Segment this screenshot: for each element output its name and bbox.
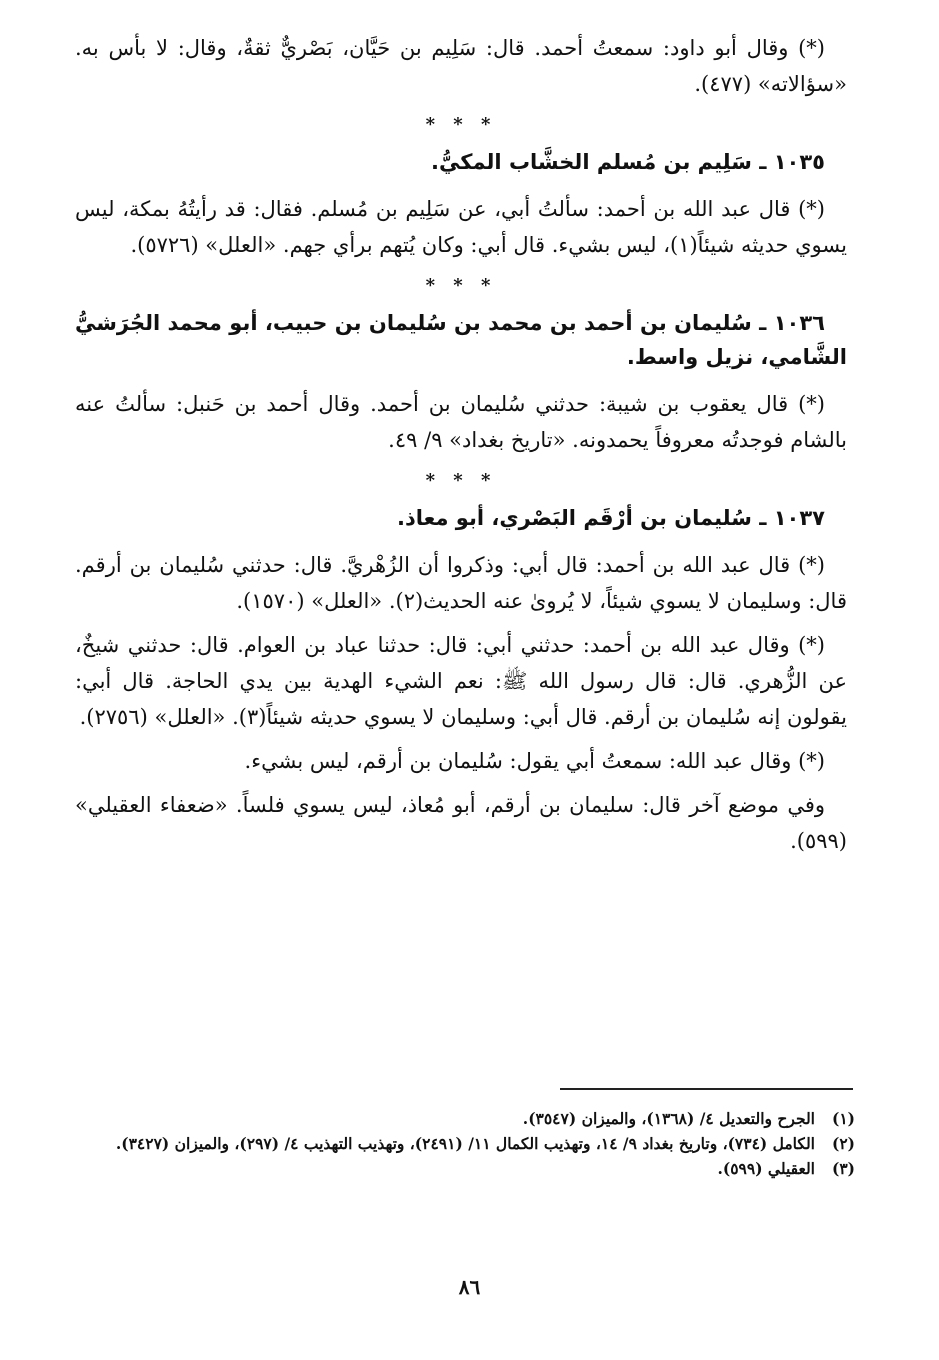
- footnotes: [75, 1106, 855, 1181]
- entry-1036-heading: ١٠٣٦ ـ سُليمان بن أحمد بن محمد بن سُليمان بن حبيب، أبو محمد الجُرَشيُّ الشَّامي، نزيل واسط.: [75, 311, 847, 369]
- section-separator: * * *: [425, 470, 497, 491]
- footnote: [75, 1156, 855, 1181]
- entry-1036-text: (*) قال يعقوب بن شيبة: حدثني سُليمان بن أحمد. وقال أحمد بن حَنبل: سألتُ عنه بالشام فوجدتُه معروفاً يحمدونه. «تاريخ بغداد» ٩/ ٤٩.: [75, 392, 847, 452]
- footnote-text: الجرح والتعديل ٤/ (١٣٦٨)، والميزان (٣٥٤٧).: [522, 1109, 815, 1128]
- footnote-number: (٢): [831, 1134, 855, 1153]
- entry-1037-text-4: وفي موضع آخر قال: سليمان بن أرقم، أبو مُعاذ، ليس يسوي فلساً. «ضعفاء العقيلي» (٥٩٩).: [75, 793, 847, 853]
- entry-1037-text-1: (*) قال عبد الله بن أحمد: قال أبي: وذكروا أن الزُهْريَّ. قال: حدثني سُليمان بن أرقم. قال: وسليمان لا يسوي شيئاً، لا يُروىٰ عنه الحديث(٢). «العلل» (١٥٧٠).: [75, 553, 847, 613]
- section-separator: * * *: [425, 275, 497, 296]
- page-number: ٨٦: [458, 1275, 481, 1299]
- entry-1037-text-2: (*) وقال عبد الله بن أحمد: حدثني أبي: قال: حدثنا عباد بن العوام. قال: حدثني شيخٌ، عن الزُّهري. قال: قال رسول الله ﷺ: نعم الشيء الهدية بين يدي الحاجة. قال أبي: يقولون إنه سُليمان بن أرقم. قال أبي: وسليمان لا يسوي حديثه شيئاً(٣). «العلل» (٢٧٥٦).: [75, 633, 847, 729]
- footnote: [75, 1131, 855, 1156]
- entry-1037-text-3: (*) وقال عبد الله: سمعتُ أبي يقول: سُليمان بن أرقم، ليس بشيء.: [244, 749, 825, 773]
- footnote-number: (٣): [831, 1159, 855, 1178]
- section-separator: * * *: [425, 114, 497, 135]
- page-body: [75, 30, 847, 859]
- footnote-text: الكامل (٧٣٤)، وتاريخ بغداد ٩/ ١٤، وتهذيب الكمال ١١/ (٢٤٩١)، وتهذيب التهذيب ٤/ (٢٩٧)، والميزان (٣٤٢٧).: [115, 1134, 815, 1153]
- entry-1034-tail: (*) وقال أبو داود: سمعتُ أحمد. قال: سَلِيم بن حَيَّان، بَصْريٌّ ثقةٌ، وقال: لا بأس به. «سؤالاته» (٤٧٧).: [75, 36, 847, 96]
- entry-1037-heading: ١٠٣٧ ـ سُليمان بن أرْقَم البَصْري، أبو معاذ.: [397, 506, 825, 530]
- footnote-number: (١): [831, 1109, 855, 1128]
- footnote-text: العقيلي (٥٩٩).: [717, 1159, 815, 1178]
- footnote: [75, 1106, 855, 1131]
- entry-1035-text: (*) قال عبد الله بن أحمد: سألتُ أبي، عن سَلِيم بن مُسلم. فقال: قد رأيتُهُ بمكة، ليس يسوي حديثه شيئاً(١)، ليس بشيء. قال أبي: وكان يُتهم برأي جهم. «العلل» (٥٧٢٦).: [75, 197, 847, 257]
- footnote-divider: [560, 1088, 853, 1090]
- entry-1035-heading: ١٠٣٥ ـ سَلِيم بن مُسلم الخشَّاب المكيُّ.: [431, 150, 825, 174]
